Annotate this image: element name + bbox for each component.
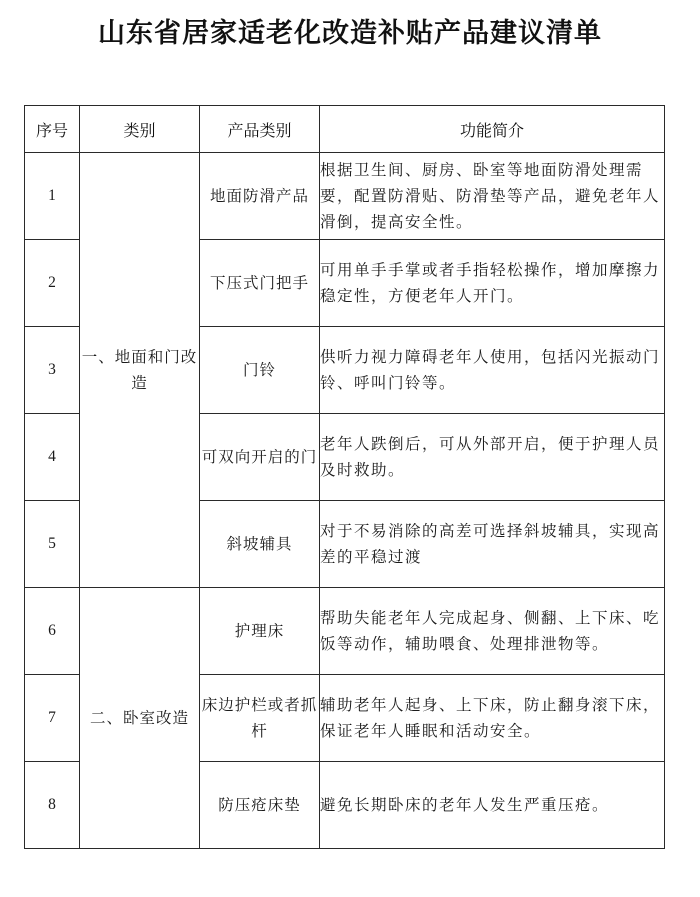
product-description: 老年人跌倒后，可从外部开启，便于护理人员及时救助。 bbox=[320, 414, 665, 501]
header-product-type: 产品类别 bbox=[200, 106, 320, 153]
product-description: 可用单手手掌或者手指轻松操作，增加摩擦力稳定性，方便老年人开门。 bbox=[320, 240, 665, 327]
row-number: 4 bbox=[25, 414, 80, 501]
header-serial-number: 序号 bbox=[25, 106, 80, 153]
product-name: 可双向开启的门 bbox=[200, 414, 320, 501]
table-row bbox=[25, 588, 665, 675]
product-description: 辅助老年人起身、上下床，防止翻身滚下床，保证老年人睡眠和活动安全。 bbox=[320, 675, 665, 762]
row-number: 5 bbox=[25, 501, 80, 588]
row-number: 8 bbox=[25, 762, 80, 849]
product-description: 避免长期卧床的老年人发生严重压疮。 bbox=[320, 762, 665, 849]
product-name: 地面防滑产品 bbox=[200, 153, 320, 240]
product-name: 防压疮床垫 bbox=[200, 762, 320, 849]
subsidy-product-table bbox=[24, 105, 665, 849]
product-description: 根据卫生间、厨房、卧室等地面防滑处理需要，配置防滑贴、防滑垫等产品，避免老年人滑倒，提高安全性。 bbox=[320, 153, 665, 240]
category-bedroom: 二、卧室改造 bbox=[80, 588, 200, 849]
row-number: 2 bbox=[25, 240, 80, 327]
header-category: 类别 bbox=[80, 106, 200, 153]
product-name: 斜坡辅具 bbox=[200, 501, 320, 588]
product-description: 对于不易消除的高差可选择斜坡辅具，实现高差的平稳过渡 bbox=[320, 501, 665, 588]
product-name: 下压式门把手 bbox=[200, 240, 320, 327]
product-name: 床边护栏或者抓杆 bbox=[200, 675, 320, 762]
product-description: 供听力视力障碍老年人使用，包括闪光振动门铃、呼叫门铃等。 bbox=[320, 327, 665, 414]
category-floor-and-door: 一、地面和门改造 bbox=[80, 153, 200, 588]
row-number: 6 bbox=[25, 588, 80, 675]
product-name: 门铃 bbox=[200, 327, 320, 414]
row-number: 1 bbox=[25, 153, 80, 240]
row-number: 7 bbox=[25, 675, 80, 762]
row-number: 3 bbox=[25, 327, 80, 414]
product-name: 护理床 bbox=[200, 588, 320, 675]
product-description: 帮助失能老年人完成起身、侧翻、上下床、吃饭等动作，辅助喂食、处理排泄物等。 bbox=[320, 588, 665, 675]
table-row bbox=[25, 153, 665, 240]
header-function-summary: 功能简介 bbox=[320, 106, 665, 153]
table-header-row bbox=[25, 106, 665, 153]
document-title: 山东省居家适老化改造补贴产品建议清单 bbox=[98, 18, 602, 49]
